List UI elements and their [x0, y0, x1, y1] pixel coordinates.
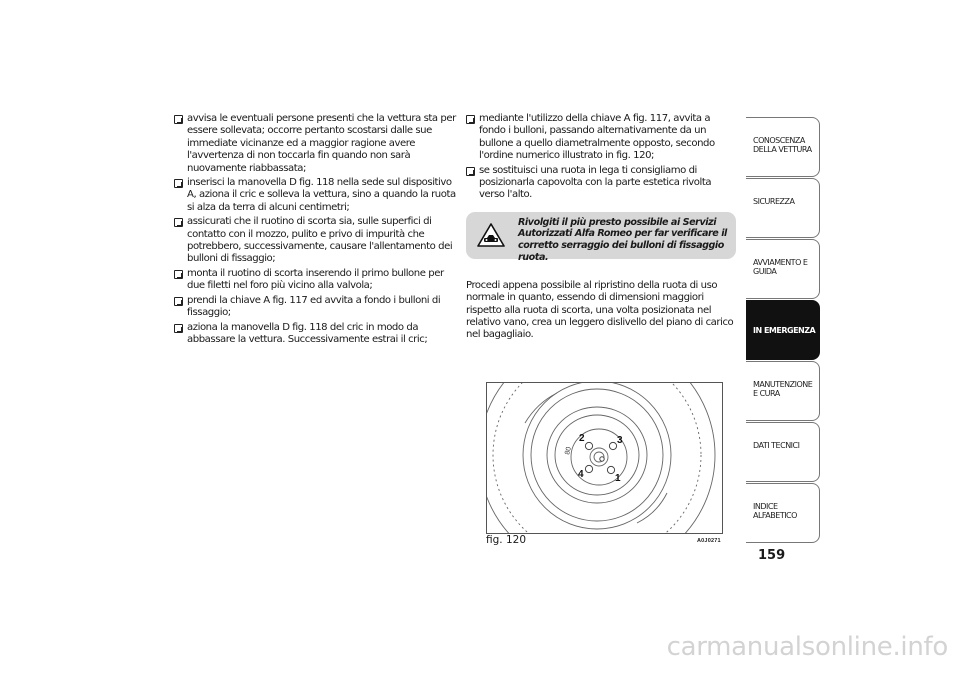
list-item: se sostituisci una ruota in lega ti consigliamo di posizionarla capovolta con la parte estetica rivolta verso l'alto. [466, 165, 736, 202]
left-column [174, 113, 456, 348]
checkbox-bullet-icon [466, 167, 475, 176]
watermark: carmanualsonline.info [666, 632, 948, 662]
tab-label: INDICE ALFABETICO [753, 502, 797, 521]
valve-marking: 80 [564, 446, 573, 456]
tab-label: MANUTENZIONE E CURA [753, 380, 813, 399]
list-item: inserisci la manovella D fig. 118 nella sede sul dispositivo A, aziona il cric e solleva la vettura, sino a quando la ruota si alza da terra di alcuni centimetri; [174, 177, 456, 214]
figure-code: A0J0271 [697, 538, 721, 544]
right-column [466, 113, 736, 342]
figure-label: fig. 120 [486, 534, 526, 546]
warning-text: Rivolgiti il più presto possibile ai Servizi Autorizzati Alfa Romeo per far verificare il corretto serraggio dei bulloni di fissaggio ruota. [518, 216, 727, 263]
bolt-number-1: 1 [615, 473, 621, 484]
tab-manutenzione[interactable] [746, 361, 820, 421]
figure-wheel-bolts [486, 382, 723, 534]
tab-label: SICUREZZA [753, 197, 795, 206]
tab-dati-tecnici[interactable] [746, 422, 820, 482]
tab-avviamento[interactable] [746, 239, 820, 299]
tab-in-emergenza[interactable] [746, 300, 820, 360]
bolt-number-4: 4 [578, 469, 584, 480]
page-number: 159 [758, 548, 786, 563]
checkbox-bullet-icon [174, 297, 183, 306]
wrench-warning-icon [477, 223, 505, 247]
bolt-number-2: 2 [579, 433, 585, 444]
checkbox-bullet-icon [174, 324, 183, 333]
checkbox-bullet-icon [174, 179, 183, 188]
checkbox-bullet-icon [466, 115, 475, 124]
tab-label: IN EMERGENZA [753, 326, 816, 335]
checkbox-bullet-icon [174, 270, 183, 279]
chapter-tabs [746, 117, 820, 544]
list-item: prendi la chiave A fig. 117 ed avvita a fondo i bulloni di fissaggio; [174, 295, 456, 320]
list-item: avvisa le eventuali persone presenti che la vettura sta per essere sollevata; occorre pertanto scostarsi dalle sue immediate vicinanze ed a maggior ragione avere l'avvertenza di non toccarla fin quando non sarà nuovamente riabbassata; [174, 113, 456, 175]
list-item: assicurati che il ruotino di scorta sia, sulle superfici di contatto con il mozzo, pulito e privo di impurità che potrebbero, successivamente, causare l'allentamento dei bulloni di fissaggio; [174, 216, 456, 266]
list-item: monta il ruotino di scorta inserendo il primo bullone per due filetti nel foro più vicino alla valvola; [174, 268, 456, 293]
tab-label: AVVIAMENTO E GUIDA [753, 258, 808, 277]
paragraph: Procedi appena possibile al ripristino della ruota di uso normale in quanto, essendo di dimensioni maggiori rispetto alla ruota di scorta, una volta posizionata nel relativo vano, crea un leggero dislivello del piano di carico nel bagagliaio. [466, 279, 734, 341]
warning-box [466, 212, 736, 263]
list-item: mediante l'utilizzo della chiave A fig. 117, avvita a fondo i bulloni, passando alternativamente da un bullone a quello diametralmente opposto, secondo l'ordine numerico illustrato in fig. 120; [466, 113, 736, 163]
checkbox-bullet-icon [174, 218, 183, 227]
checkbox-bullet-icon [174, 115, 183, 124]
tab-label: CONOSCENZA DELLA VETTURA [753, 136, 812, 155]
tab-label: DATI TECNICI [753, 441, 800, 450]
bolt-number-3: 3 [617, 435, 623, 446]
tab-sicurezza[interactable] [746, 178, 820, 238]
tab-indice[interactable] [746, 483, 820, 543]
tab-conoscenza[interactable] [746, 117, 820, 177]
list-item: aziona la manovella D fig. 118 del cric in modo da abbassare la vettura. Successivamente estrai il cric; [174, 322, 456, 347]
wheel-illustration [487, 383, 722, 533]
